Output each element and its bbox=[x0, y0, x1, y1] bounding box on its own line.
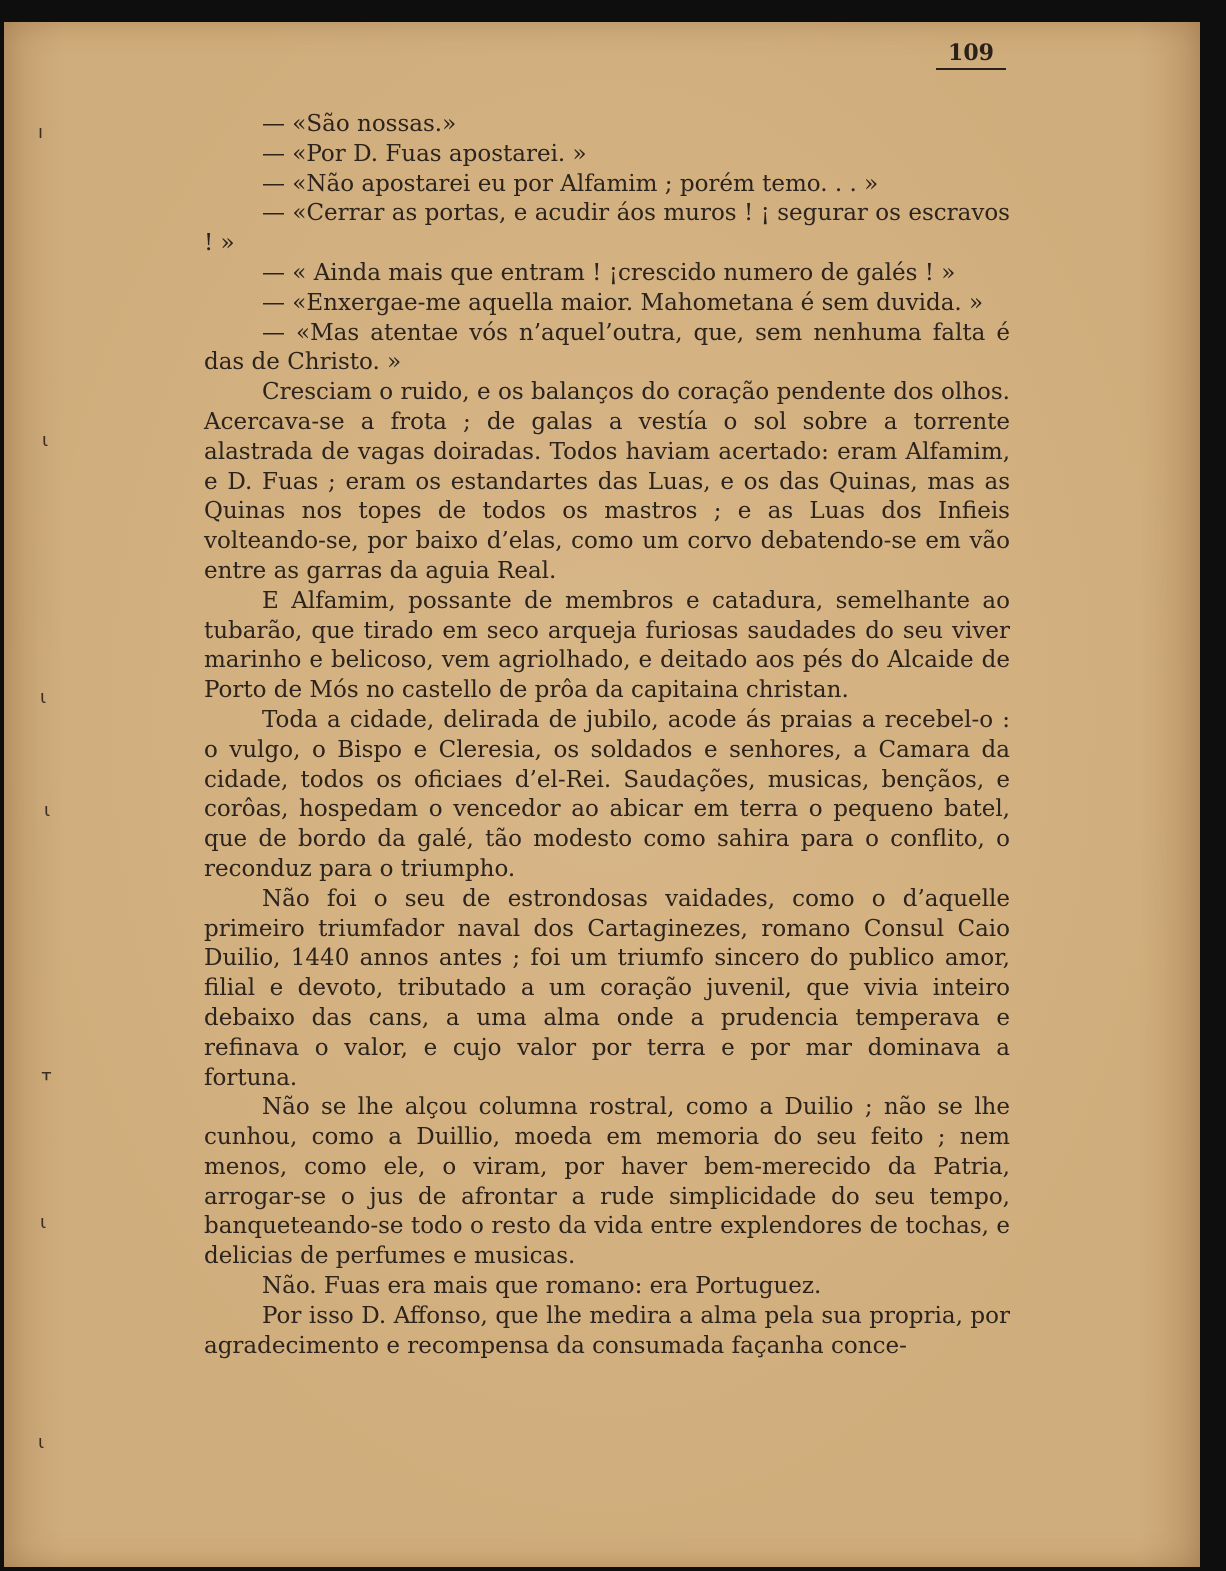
paragraph: Não foi o seu de estrondosas vaidades, como o d’aquelle primeiro triumfador naval dos Cartaginezes, romano Consul Caio Duilio, 1440 annos antes ; foi um triumfo sincero do publico amor, filial e devoto, tributado a um coração juvenil, que vivia inteiro debaixo das cans, a uma alma onde a prudencia temperava e refinava o valor, e cujo valor por terra e por mar dominava a fortuna. bbox=[204, 885, 1010, 1091]
paragraph: — «São nossas.» bbox=[262, 111, 457, 137]
paragraph: — «Por D. Fuas apostarei. » bbox=[262, 140, 587, 167]
paragraph: Não se lhe alçou columna rostral, como a Duilio ; não se lhe cunhou, como a Duillio, moeda em memoria do seu feito ; nem menos, como ele, o viram, por haver bem-merecido da Patria, arrogar-se o jus de afrontar a rude simplicidade do seu tempo, banqueteando-se todo o resto da vida entre explendores de tochas, e delicias de perfumes e musicas. bbox=[204, 1094, 1010, 1270]
header-rule bbox=[936, 68, 1006, 70]
margin-speck: ɩ bbox=[42, 430, 49, 451]
page-text bbox=[204, 110, 1010, 1361]
paragraph: — «Enxergae-me aquella maior. Mahometana é sem duvida. » bbox=[262, 289, 984, 316]
paragraph: Por isso D. Affonso, que lhe medira a alma pela sua propria, por agradecimento e recompensa da consumada façanha conce- bbox=[204, 1302, 1010, 1359]
paragraph: Não. Fuas era mais que romano: era Portuguez. bbox=[262, 1273, 822, 1300]
page-number: 109 bbox=[948, 40, 994, 66]
paragraph: Toda a cidade, delirada de jubilo, acode ás praias a recebel-o : o vulgo, o Bispo e Cleresia, os soldados e senhores, a Camara da cidade, todos os oficiaes d’el-Rei. Saudações, musicas, bençãos, e corôas, hospedam o vencedor ao abicar em terra o pequeno batel, que de bordo da galé, tão modesto como sahira para o conflito, o reconduz para o triumpho. bbox=[204, 706, 1010, 882]
margin-speck: ɩ bbox=[44, 800, 51, 821]
margin-speck: ɩ bbox=[40, 1212, 47, 1233]
paragraph: — «Cerrar as portas, e acudir áos muros ! ¡ segurar os escravos ! » bbox=[204, 200, 1010, 257]
margin-speck: ɩ bbox=[40, 687, 47, 708]
margin-speck: ɩ bbox=[38, 1432, 45, 1453]
margin-specks bbox=[34, 112, 64, 1512]
book-page bbox=[4, 22, 1200, 1567]
margin-speck: ı bbox=[38, 122, 44, 143]
margin-speck: ᚁ bbox=[42, 1062, 51, 1083]
paragraph: E Alfamim, possante de membros e catadura, semelhante ao tubarão, que tirado em seco arqueja furiosas saudades do seu viver marinho e belicoso, vem agriolhado, e deitado aos pés do Alcaide de Porto de Mós no castello de prôa da capitaina christan. bbox=[204, 587, 1010, 704]
paragraph: Cresciam o ruido, e os balanços do coração pendente dos olhos. Acercava-se a frota ; de galas a vestía o sol sobre a torrente alastrada de vagas doiradas. Todos haviam acertado: eram Alfamim, e D. Fuas ; eram os estandartes das Luas, e os das Quinas, mas as Quinas nos topes de todos os mastros ; e as Luas dos Infieis volteando-se, por baixo d’elas, como um corvo debatendo-se em vão entre as garras da aguia Real. bbox=[204, 379, 1010, 584]
paragraph: — «Mas atentae vós n’aquel’outra, que, sem nenhuma falta é das de Christo. » bbox=[204, 319, 1010, 376]
paragraph: — « Ainda mais que entram ! ¡crescido numero de galés ! » bbox=[262, 259, 956, 286]
paragraph: — «Não apostarei eu por Alfamim ; porém temo. . . » bbox=[262, 170, 879, 197]
